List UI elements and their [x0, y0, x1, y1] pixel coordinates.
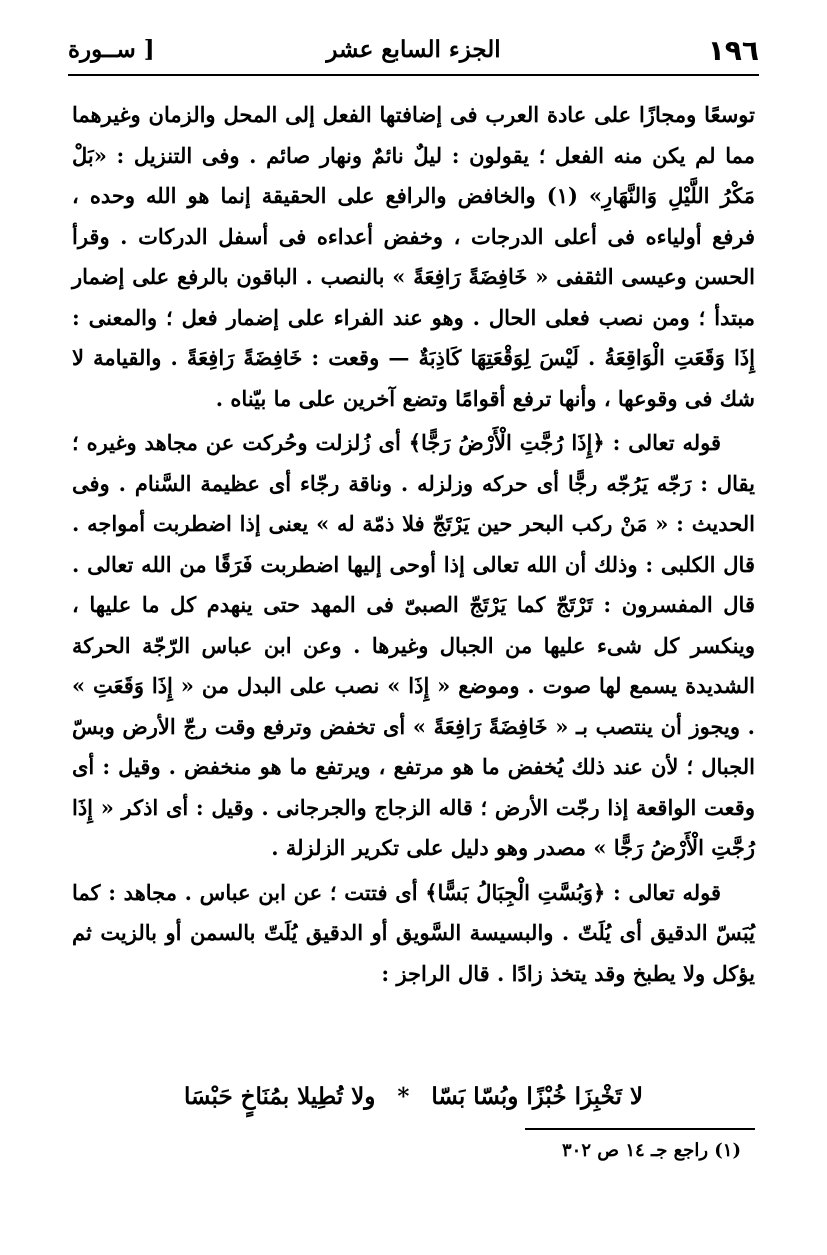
poetry-verse [72, 1075, 755, 1119]
surah-marker: [ ســورة [68, 36, 155, 63]
verse-hemistich-right: لا تَخْبِزَا خُبْزًا وبُسّا بَسّا [431, 1083, 643, 1110]
paragraph-commentary-1: توسعًا ومجازًا على عادة العرب فى إضافتها الفعل إلى المحل والزمان وغيرهما مما لم يكن منه الفعل ؛ يقولون : ليلٌ نائمٌ ونهار صائم . وفى التنزيل : «بَلْ مَكْرُ اللَّيْلِ وَالنَّهَارِ» (١) والخافض والرافع على الحقيقة إنما هو الله وحده ، فرفع أولياءه فى أعلى الدرجات ، وخفض أعداءه فى أسفل الدركات . وقرأ الحسن وعيسى الثقفى « خَافِضَةً رَافِعَةً » بالنصب . الباقون بالرفع على إضمار مبتدأ ؛ ومن نصب فعلى الحال . وهو عند الفراء على إضمار فعل ؛ والمعنى : إِذَا وَقَعَتِ الْوَاقِعَةُ . لَيْسَ لِوَقْعَتِهَا كَاذِبَةٌ — وقعت : خَافِضَةً رَافِعَةً . والقيامة لا شك فى وقوعها ، وأنها ترفع أقوامًا وتضع آخرين على ما بيّناه . [72, 102, 755, 411]
header-rule [68, 74, 759, 76]
paragraph-commentary-2: قوله تعالى : ﴿إِذَا رُجَّتِ الْأَرْضُ رَجًّا﴾ أى زُلزلت وحُركت عن مجاهد وغيره ؛ يقال : رَجّه يَرُجّه رجًّا أى حركه وزلزله . وناقة رجّاء أى عظيمة السَّنام . وفى الحديث : « مَنْ ركب البحر حين يَرْتَجّ فلا ذمّة له » يعنى إذا اضطربت أمواجه . قال الكلبى : وذلك أن الله تعالى إذا أوحى إليها اضطربت فَرَقًا من الله تعالى . قال المفسرون : تَرْتَجّ كما يَرْتَجّ الصبىّ فى المهد حتى ينهدم كل ما عليها ، وينكسر كل شىء عليها من الجبال وغيرها . وعن ابن عباس الرّجّة الحركة الشديدة يسمع لها صوت . وموضع « إِذَا » نصب على البدل من « إِذَا وَقَعَتِ » . ويجوز أن ينتصب بـ « خَافِضَةً رَافِعَةً » أى تخفض وترفع وقت رجّ الأرض وبسّ الجبال ؛ لأن عند ذلك يُخفض ما هو مرتفع ، ويرتفع ما هو منخفض . وقيل : أى وقعت الواقعة إذا رجّت الأرض ؛ قاله الزجاج والجرجانى . وقيل : أى اذكر « إِذَا رُجَّتِ الْأَرْضُ رَجًّا » مصدر وهو دليل على تكرير الزلزلة . [72, 430, 755, 860]
part-title: الجزء السابع عشر [326, 36, 501, 63]
body-text [72, 95, 755, 994]
paragraph-commentary-3: قوله تعالى : ﴿وَبُسَّتِ الْجِبَالُ بَسًّا﴾ أى فتتت ؛ عن ابن عباس . مجاهد : كما يُبَسّ الدقيق أى يُلَتّ . والبسيسة السَّويق أو الدقيق يُلَتّ بالسمن أو بالزيت ثم يؤكل ولا يطبخ وقد يتخذ زادًا . قال الراجز : [72, 879, 755, 986]
page-number: ١٩٦ [707, 34, 759, 67]
verse-hemistich-left: ولا تُطِيلا بمُنَاخٍ حَبْسَا [183, 1083, 376, 1110]
verse-separator: * [397, 1083, 410, 1110]
running-head [68, 28, 759, 72]
footnote: (١) راجع جـ ١٤ ص ٣٠٢ [562, 1140, 741, 1161]
footnote-rule [525, 1128, 755, 1130]
